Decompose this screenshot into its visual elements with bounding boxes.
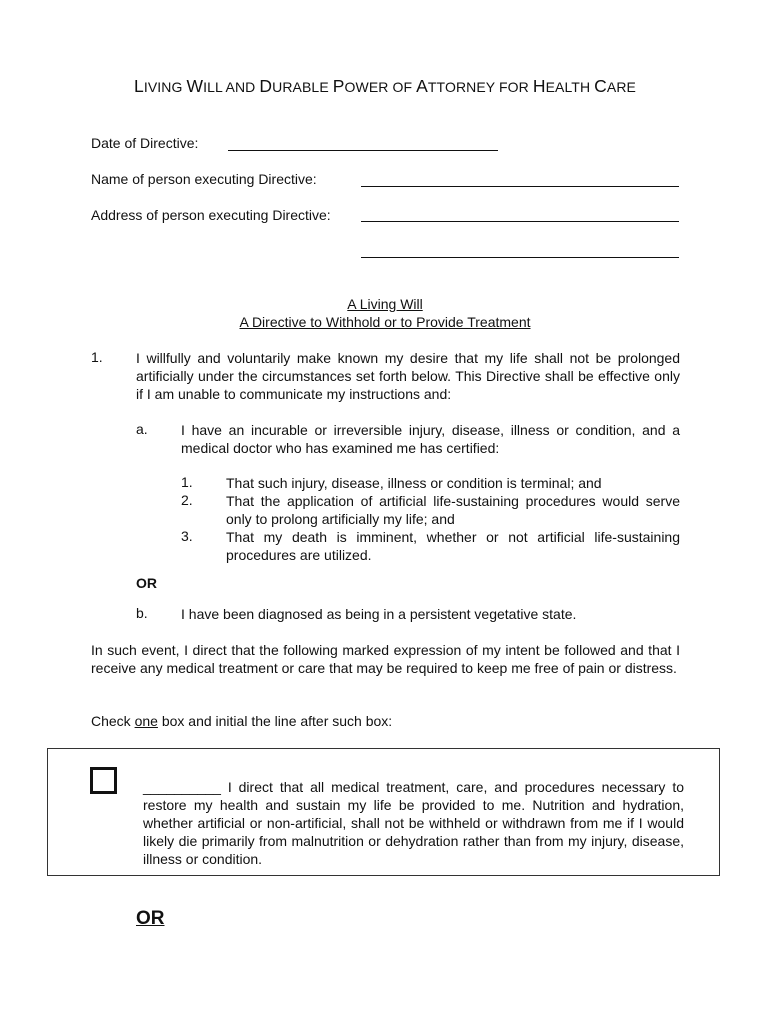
sub-item-3-number: 3. (181, 528, 193, 544)
option-1-checkbox[interactable] (90, 767, 117, 794)
living-will-heading: A Living Will (347, 296, 423, 312)
item-b-label: b. (136, 605, 148, 621)
section-1-number: 1. (91, 349, 103, 365)
item-a-label: a. (136, 421, 148, 437)
event-paragraph: In such event, I direct that the following marked expression of my intent be followed and that I receive any medical treatment or care that may be required to keep me free of pain or distress. (91, 642, 680, 676)
option-1-initial-line[interactable]: __________ (143, 779, 221, 795)
document-title: LIVING WILL AND DURABLE POWER OF ATTORNEY FOR HEALTH CARE (134, 76, 636, 96)
option-1-text: __________ I direct that all medical treatment, care, and procedures necessary to restore my health and sustain my life be provided to me. Nutrition and hydration, whether artificial or non-artificial, shall not be withheld or withdrawn from me if I would likely die primarily from malnutrition or dehydration rather than from my injury, disease, illness or condition. (143, 779, 684, 867)
date-of-directive-label: Date of Directive: (91, 135, 199, 151)
name-line[interactable] (361, 186, 679, 187)
item-b-text: I have been diagnosed as being in a persistent vegetative state. (181, 606, 577, 622)
or-heading: OR (136, 908, 165, 929)
sub-item-2-number: 2. (181, 492, 193, 508)
address-line-1[interactable] (361, 221, 679, 222)
sub-item-2-text: That the application of artificial life-sustaining procedures would serve only to prolong artificially my life; and (226, 493, 680, 527)
check-instruction: Check one box and initial the line after such box: (91, 713, 393, 729)
or-separator: OR (136, 575, 157, 591)
sub-item-1-text: That such injury, disease, illness or condition is terminal; and (226, 475, 602, 491)
address-label: Address of person executing Directive: (91, 207, 331, 223)
sub-item-3-text: That my death is imminent, whether or not artificial life-sustaining procedures are utilized. (226, 529, 680, 563)
date-of-directive-line[interactable] (228, 150, 498, 151)
sub-item-1-number: 1. (181, 474, 193, 490)
section-1-text: I willfully and voluntarily make known my desire that my life shall not be prolonged artificially under the circumstances set forth below. This Directive shall be effective only if I am unable to communicate my instructions and: (136, 350, 680, 402)
directive-subheading: A Directive to Withhold or to Provide Treatment (239, 314, 531, 330)
name-label: Name of person executing Directive: (91, 171, 317, 187)
item-a-text: I have an incurable or irreversible injury, disease, illness or condition, and a medical doctor who has examined me has certified: (181, 422, 680, 456)
address-line-2[interactable] (361, 257, 679, 258)
